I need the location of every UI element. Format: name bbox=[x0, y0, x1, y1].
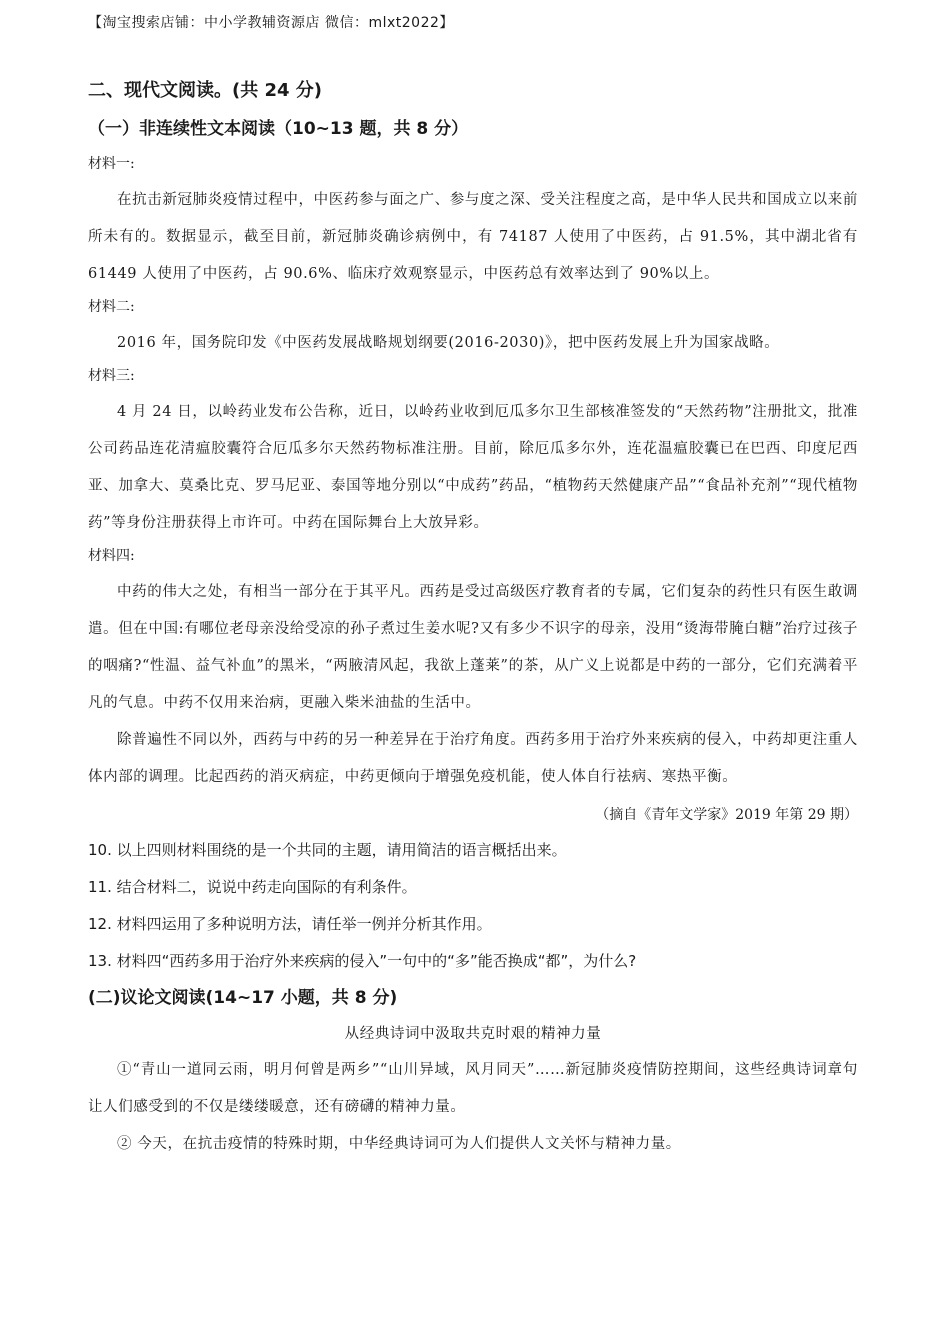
material-3-label: 材料三: bbox=[88, 368, 135, 384]
material-1-label: 材料一: bbox=[88, 156, 135, 172]
question-12: 12. 材料四运用了多种说明方法，请任举一例并分析其作用。 bbox=[88, 915, 492, 933]
header-note: 【淘宝搜索店铺：中小学教辅资源店 微信：mlxt2022】 bbox=[88, 15, 454, 31]
essay-title: 从经典诗词中汲取共克时艰的精神力量 bbox=[344, 1026, 602, 1042]
material-3-paragraph: 4 月 24 日，以岭药业发布公告称，近日，以岭药业收到厄瓜多尔卫生部核准签发的“天然药物”注册批文，批准公司药品连花清瘟胶囊符合厄瓜多尔天然药物标准注册。目前，除厄瓜多尔外，连花温瘟胶囊已在巴西、印度尼西亚、加拿大、莫桑比克、罗马尼亚、泰国等地分别以“中成药”药品，“植物药天然健康产品”“食品补充剂”“现代植物药”等身份注册获得上市许可。中药在国际舞台上大放异彩。 bbox=[88, 404, 858, 531]
material-2-paragraph: 2016 年，国务院印发《中医药发展战略规划纲要(2016-2030)》，把中医药发展上升为国家战略。 bbox=[117, 335, 780, 351]
material-2-label: 材料二: bbox=[88, 299, 135, 315]
section-title: 二、现代文阅读。(共 24 分) bbox=[88, 80, 323, 101]
question-11: 11. 结合材料二，说说中药走向国际的有利条件。 bbox=[88, 878, 417, 896]
material-4-paragraph-2: 除普遍性不同以外，西药与中药的另一种差异在于治疗角度。西药多用于治疗外来疾病的侵入，中药却更注重人体内部的调理。比起西药的消灭病症，中药更倾向于增强免疫机能，使人体自行祛病、寒热平衡。 bbox=[88, 732, 858, 785]
question-10: 10. 以上四则材料围绕的是一个共同的主题，请用简洁的语言概括出来。 bbox=[88, 841, 567, 859]
material-4-label: 材料四: bbox=[88, 548, 135, 564]
question-13: 13. 材料四“西药多用于治疗外来疾病的侵入”一句中的“多”能否换成“都”，为什么? bbox=[88, 952, 637, 970]
part2-title: (二)议论文阅读(14~17 小题，共 8 分) bbox=[88, 988, 398, 1008]
part1-title: （一）非连续性文本阅读（10~13 题，共 8 分） bbox=[88, 119, 469, 139]
material-4-paragraph-1: 中药的伟大之处，有相当一部分在于其平凡。西药是受过高级医疗教育者的专属，它们复杂的药性只有医生敢调遣。但在中国:有哪位老母亲没给受凉的孙子煮过生姜水呢?又有多少不识字的母亲，没用“烫海带腌白糖”治疗过孩子的咽痛?“性温、益气补血”的黑米，“两腋清风起，我欲上蓬莱”的茶，从广义上说都是中药的一部分，它们充满着平凡的气息。中药不仅用来治病，更融入柴米油盐的生活中。 bbox=[88, 584, 858, 711]
content bbox=[88, 78, 858, 1163]
essay-paragraph-1: ①“青山一道同云雨，明月何曾是两乡”“山川异域，风月同天”……新冠肺炎疫情防控期间，这些经典诗词章句让人们感受到的不仅是缕缕暖意，还有磅礴的精神力量。 bbox=[88, 1062, 858, 1115]
source-citation: （摘自《青年文学家》2019 年第 29 期） bbox=[595, 807, 858, 823]
material-1-paragraph: 在抗击新冠肺炎疫情过程中，中医药参与面之广、参与度之深、受关注程度之高，是中华人民共和国成立以来前所未有的。数据显示，截至目前，新冠肺炎确诊病例中，有 74187 人使用了中医药，占 91.5%，其中湖北省有 61449 人使用了中医药，占 90.6%、临床疗效观察显示，中医药总有效率达到了 90%以上。 bbox=[88, 192, 858, 282]
essay-paragraph-2: ② 今天，在抗击疫情的特殊时期，中华经典诗词可为人们提供人文关怀与精神力量。 bbox=[117, 1136, 681, 1152]
